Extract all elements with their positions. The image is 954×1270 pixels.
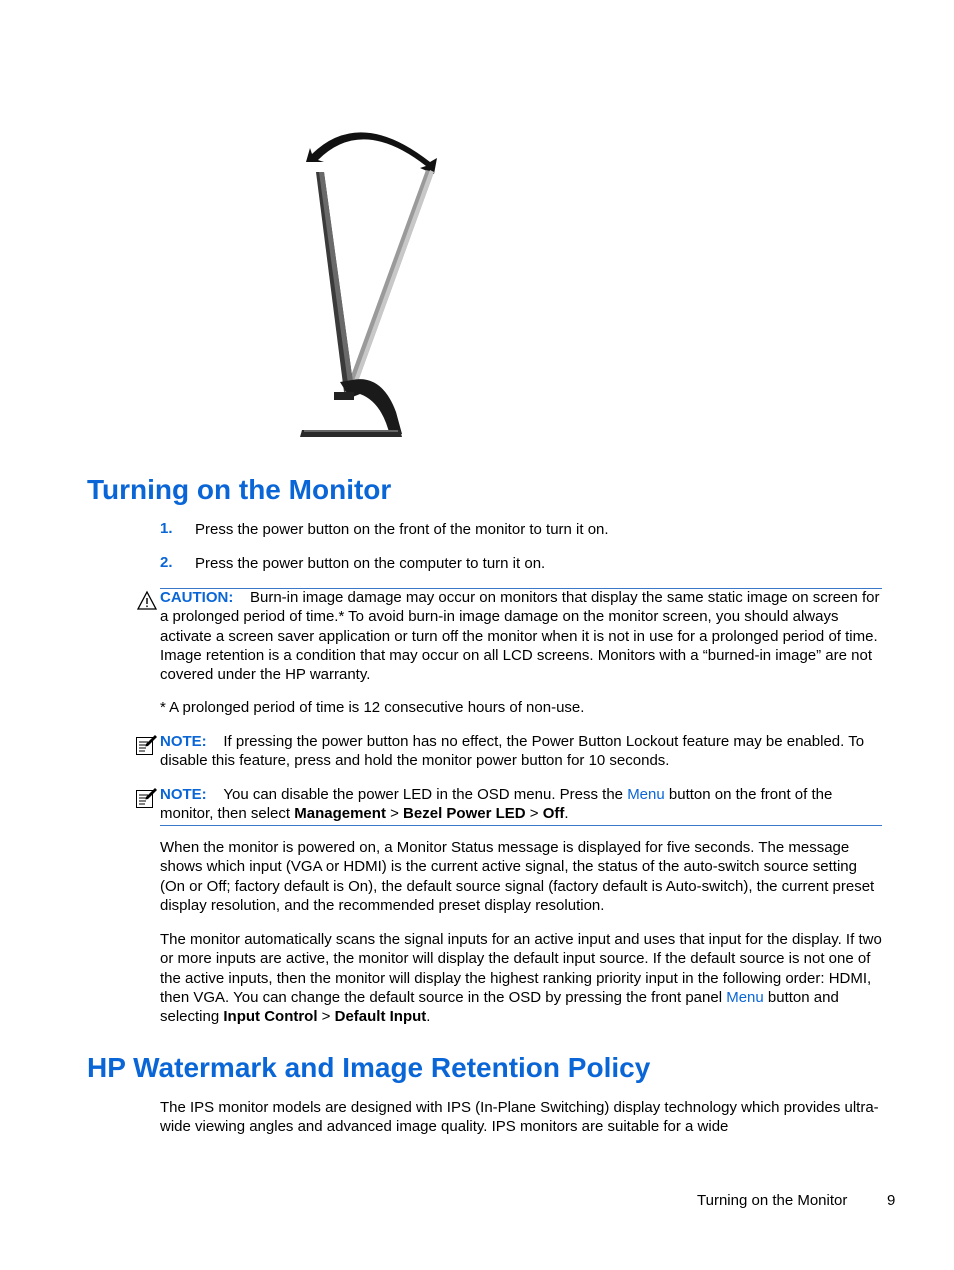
input-scan-paragraph [160,930,882,1026]
note1-text-block [160,732,882,771]
paragraph-text: The monitor automatically scans the signal inputs for an active input and uses that input for the display. If two or more inputs are active, the monitor will display the default input source. If the default source is not one of the active inputs, then the monitor will display the highest ranking priority input in the following order: HDMI, then VGA. You can change the default source in the OSD by pressing the front panel [160,931,882,1006]
caution-text: Burn-in image damage may occur on monitors that display the same static image on screen for a prolonged period of time.* To avoid burn-in image damage on the monitor screen, you should always activate a screen saver application or turn off the monitor when it is not in use for a prolonged period of time. Image retention is a condition that may occur on all LCD screens. Monitors with a “burned-in image” are not covered under the HP warranty. [160,589,880,684]
monitor-tilt-illustration [290,112,450,442]
caution-triangle-icon [136,590,158,612]
step-text: Press the power button on the computer to turn it on. [195,555,546,572]
step-number: 1. [160,520,173,537]
note2-text: . [564,805,569,823]
menu-path-default-input: Default Input [334,1008,427,1026]
menu-path-bezel-power-led: Bezel Power LED [403,805,526,823]
step-text: Press the power button on the front of the monitor to turn it on. [195,521,609,538]
note-pencil-icon [134,733,158,757]
menu-link[interactable]: Menu [726,988,764,1006]
footer-section-title: Turning on the Monitor [697,1192,848,1209]
paragraph-text: . [426,1008,431,1026]
menu-path-separator: > [385,805,404,823]
caution-text-block [160,588,882,684]
menu-path-separator: > [525,805,543,823]
menu-path-off: Off [542,805,565,823]
note1-text: If pressing the power button has no effect, the Power Button Lockout feature may be enabled. To disable this feature, press and hold the monitor power button for 10 seconds. [160,733,865,770]
note-pencil-icon [134,786,158,810]
note1-label: NOTE: [160,733,207,750]
section-title-turning-on: Turning on the Monitor [87,474,392,505]
menu-link[interactable]: Menu [627,786,665,803]
note2-text-block [160,785,882,824]
paragraph-text: button and selecting [160,988,839,1026]
tilt-arrow-icon [306,132,437,174]
note2-text: button on the front of the monitor, then select [160,786,833,823]
note2-label: NOTE: [160,786,207,803]
step-number: 2. [160,554,173,571]
menu-path-input-control: Input Control [223,1008,318,1026]
menu-path-management: Management [294,805,386,823]
note2-text: You can disable the power LED in the OSD menu. Press the [223,786,628,803]
page-number: 9 [887,1192,896,1209]
menu-path-separator: > [317,1008,335,1026]
monitor-status-paragraph: When the monitor is powered on, a Monitor Status message is displayed for five seconds. The message shows which input (VGA or HDMI) is the current active signal, the status of the auto-switch source setting (On or Off; factory default is On), the default source signal (factory default is Auto-switch), the current preset display resolution, and the recommended preset display resolution. [160,839,875,914]
caution-label: CAUTION: [160,589,234,606]
caution-footnote: * A prolonged period of time is 12 consecutive hours of non-use. [160,699,585,716]
ips-paragraph: The IPS monitor models are designed with IPS (In-Plane Switching) display technology which provides ultra-wide viewing angles and advanced image quality. IPS monitors are suitable for a wide [160,1099,879,1136]
note-bottom-rule [160,825,882,826]
section-title-watermark: HP Watermark and Image Retention Policy [87,1052,651,1083]
